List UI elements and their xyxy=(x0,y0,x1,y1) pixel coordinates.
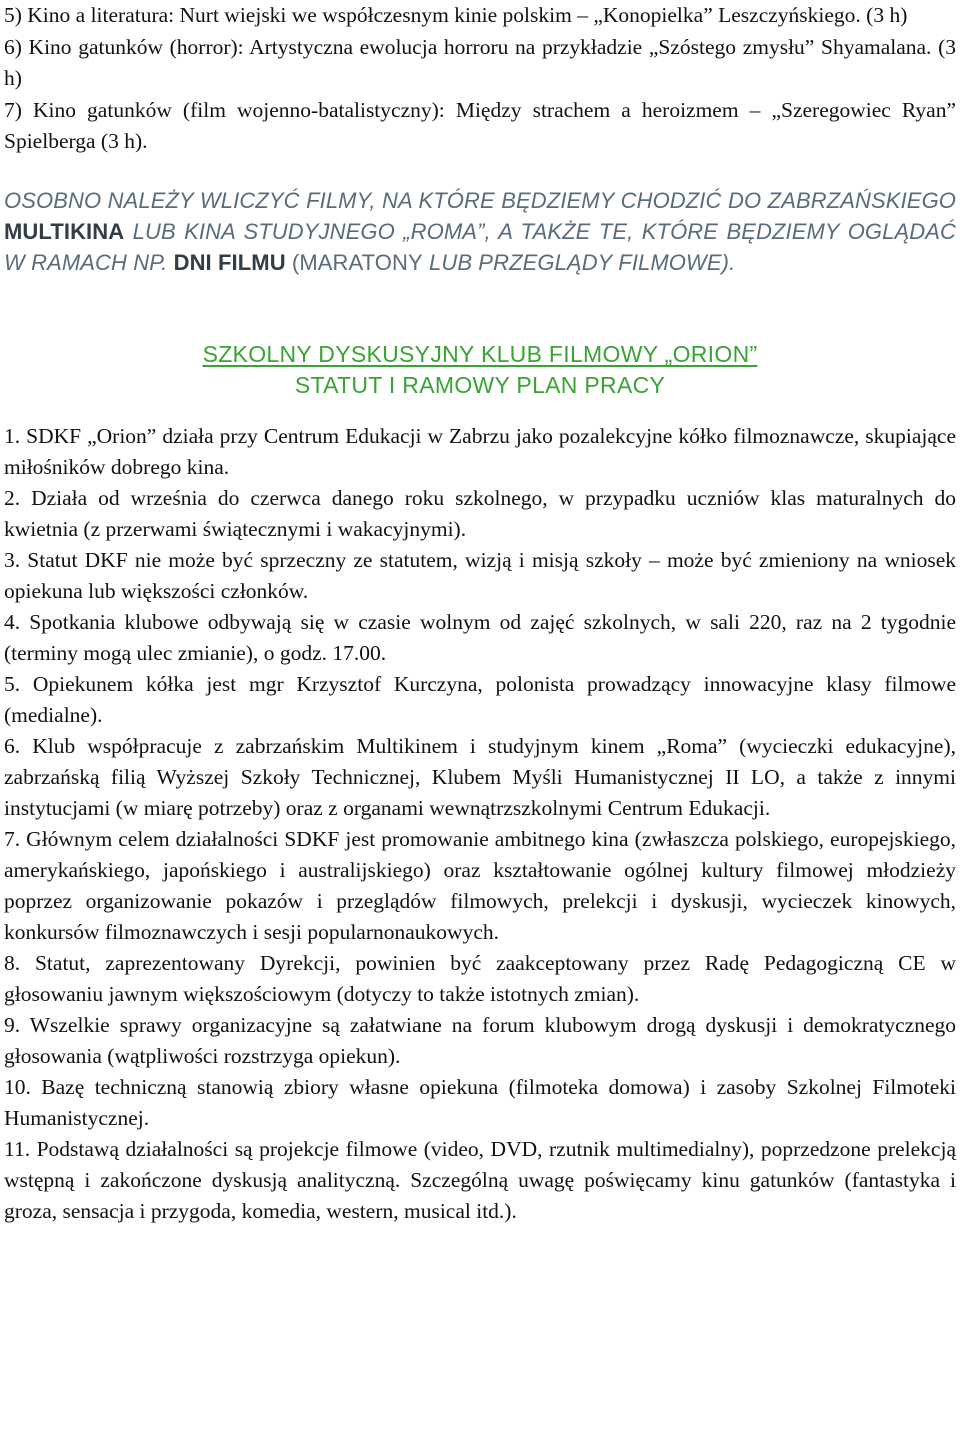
document-page xyxy=(4,0,956,1227)
statute-point-3: 3. Statut DKF nie może być sprzeczny ze statutem, wizją i misją szkoły – może być zmieniony na wniosek opiekuna lub większości członków. xyxy=(4,547,956,603)
statute-point-8: 8. Statut, zaprezentowany Dyrekcji, powinien być zaakceptowany przez Radę Pedagogiczną CE w głosowaniu jawnym większościowym (dotyczy to także istotnych zmian). xyxy=(4,950,956,1006)
club-title: SZKOLNY DYSKUSYJNY KLUB FILMOWY „ORION” xyxy=(202,340,758,367)
program-item-5: 5) Kino a literatura: Nurt wiejski we współczesnym kinie polskim – „Konopielka” Leszczyńskiego. (3 h) xyxy=(4,3,908,27)
notice-multikino: MULTIKINA xyxy=(4,218,125,244)
notice-text-1: OSOBNO NALEŻY WLICZYĆ FILMY, NA KTÓRE BĘDZIEMY CHODZIĆ DO ZABRZAŃSKIEGO xyxy=(4,187,956,213)
statute-list xyxy=(4,421,956,1227)
statute-point-9: 9. Wszelkie sprawy organizacyjne są załatwiane na forum klubowym drogą dyskusji i demokratycznego głosowania (wątpliwości rozstrzyga opiekun). xyxy=(4,1012,956,1068)
statute-point-10: 10. Bazę techniczną stanowią zbiory własne opiekuna (filmoteka domowa) i zasoby Szkolnej Filmoteki Humanistycznej. xyxy=(4,1074,956,1130)
statute-point-2: 2. Działa od września do czerwca danego roku szkolnego, w przypadku uczniów klas maturalnych do kwietnia (z przerwami świątecznymi i wakacyjnymi). xyxy=(4,485,956,541)
statute-point-5: 5. Opiekunem kółka jest mgr Krzysztof Kurczyna, polonista prowadzący innowacyjne klasy filmowe (medialne). xyxy=(4,671,956,727)
club-heading xyxy=(4,339,956,401)
program-list xyxy=(4,0,956,158)
statute-point-6: 6. Klub współpracuje z zabrzańskim Multikinem i studyjnym kinem „Roma” (wycieczki edukacyjne), zabrzańską filią Wyższej Szkoły Technicznej, Klubem Myśli Humanistycznej II LO, a także z innymi instytucjami (w miarę potrzeby) oraz z organami wewnątrzszkolnymi Centrum Edukacji. xyxy=(4,733,956,820)
notice-text-4: LUB PRZEGLĄDY FILMOWE). xyxy=(422,249,736,275)
statute-point-1: 1. SDKF „Orion” działa przy Centrum Edukacji w Zabrzu jako pozalekcyjne kółko filmoznawcze, skupiające miłośników dobrego kina. xyxy=(4,423,956,479)
notice-dni-filmu: DNI FILMU xyxy=(173,249,286,275)
club-subtitle: STATUT I RAMOWY PLAN PRACY xyxy=(294,371,666,398)
program-item-6: 6) Kino gatunków (horror): Artystyczna ewolucja horroru na przykładzie „Szóstego zmysłu” Shyamalana. (3 h) xyxy=(4,34,956,90)
statute-point-11: 11. Podstawą działalności są projekcje filmowe (video, DVD, rzutnik multimedialny), poprzedzone prelekcją wstępną i zakończone dyskusją analityczną. Szczególną uwagę poświęcamy kinu gatunków (fantastyka i groza, sensacja i przygoda, komedia, western, musical itd.). xyxy=(4,1136,956,1223)
statute-point-7: 7. Głównym celem działalności SDKF jest promowanie ambitnego kina (zwłaszcza polskiego, europejskiego, amerykańskiego, japońskiego i australijskiego) oraz kształtowanie ogólnej kultury filmowej młodzieży poprzez organizowanie pokazów i przeglądów filmowych, prelekcji i dyskusji, wycieczek kinowych, konkursów filmoznawczych i sesji popularnonaukowych. xyxy=(4,826,956,944)
program-item-7: 7) Kino gatunków (film wojenno-batalistyczny): Między strachem a heroizmem – „Szeregowiec Ryan” Spielberga (3 h). xyxy=(4,97,956,153)
statute-point-4: 4. Spotkania klubowe odbywają się w czasie wolnym od zajęć szkolnych, w sali 220, raz na 2 tygodnie (terminy mogą ulec zmianie), o godz. 17.00. xyxy=(4,609,956,665)
notice-text-2: LUB KINA STUDYJNEGO „ROMA”, A TAKŻE TE, KTÓRE BĘDZIEMY OGLĄDAĆ W RAMACH NP. xyxy=(4,218,956,275)
notice-paragraph xyxy=(4,185,956,278)
notice-text-3: (MARATONY xyxy=(285,249,423,275)
